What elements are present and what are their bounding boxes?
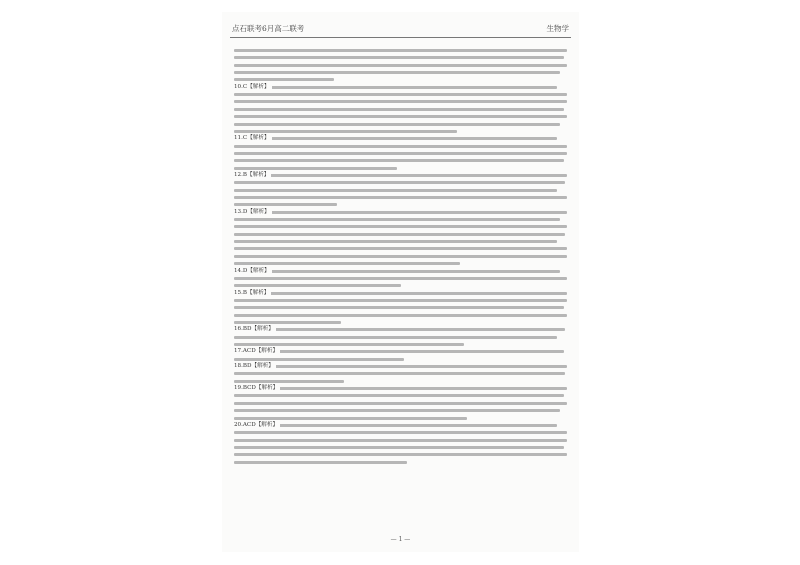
answer-label <box>234 172 271 179</box>
text-line <box>234 387 567 390</box>
text-line <box>234 64 567 67</box>
answer-number: 18.BD <box>234 363 252 370</box>
text-line <box>234 365 567 368</box>
answer-number: 13.D <box>234 208 248 215</box>
text-line <box>234 225 567 228</box>
analysis-tag: 【解析】 <box>247 83 270 90</box>
text-line <box>234 196 567 199</box>
answer-number: 19.BCD <box>234 385 256 392</box>
header-divider <box>230 37 571 38</box>
text-line <box>234 123 560 126</box>
text-line <box>234 145 567 148</box>
answer-number: 20.ACD <box>234 421 256 428</box>
answer-label <box>234 290 271 297</box>
text-line <box>234 218 560 221</box>
answer-label <box>234 422 280 429</box>
answer-number: 16.BD <box>234 326 252 333</box>
answer-label <box>234 135 272 142</box>
analysis-tag: 【解析】 <box>255 385 279 392</box>
analysis-tag: 【解析】 <box>247 135 270 142</box>
text-line <box>234 233 565 236</box>
page-number: — 1 — <box>390 536 411 543</box>
answer-label <box>234 326 276 333</box>
text-line <box>234 181 565 184</box>
text-line <box>234 306 564 309</box>
text-line <box>234 56 564 59</box>
text-line <box>234 321 341 324</box>
text-line <box>234 203 337 206</box>
text-line <box>234 49 567 52</box>
analysis-tag: 【解析】 <box>247 208 270 215</box>
answer-number: 14.D <box>234 267 248 274</box>
text-line <box>234 255 567 258</box>
analysis-tag: 【解析】 <box>255 348 279 355</box>
text-line <box>234 409 560 412</box>
analysis-tag: 【解析】 <box>247 289 270 296</box>
text-line <box>234 277 567 280</box>
text-line <box>234 402 567 405</box>
text-line <box>234 115 567 118</box>
text-line <box>234 189 557 192</box>
text-line <box>234 100 567 103</box>
text-line <box>234 130 457 133</box>
text-line <box>234 71 560 74</box>
text-line <box>234 93 567 96</box>
text-line <box>234 439 567 442</box>
text-line <box>234 108 564 111</box>
answer-number: 15.B <box>234 289 248 296</box>
analysis-tag: 【解析】 <box>247 171 270 178</box>
text-line <box>234 417 467 420</box>
analysis-tag: 【解析】 <box>255 421 279 428</box>
text-line <box>234 453 567 456</box>
answer-number: 10.C <box>234 83 248 90</box>
page-header <box>230 20 571 36</box>
answer-label <box>234 84 272 91</box>
text-line <box>234 394 564 397</box>
text-line <box>234 446 564 449</box>
analysis-tag: 【解析】 <box>251 363 274 370</box>
text-line <box>234 137 557 140</box>
answer-body <box>234 47 567 527</box>
text-line <box>234 299 567 302</box>
answer-label <box>234 348 280 355</box>
text-line <box>234 78 334 81</box>
analysis-tag: 【解析】 <box>251 326 274 333</box>
answer-label <box>234 385 280 392</box>
exam-title: 点石联考6月高二联考 <box>232 24 305 33</box>
text-line <box>234 167 397 170</box>
answer-number: 17.ACD <box>234 348 256 355</box>
text-line <box>234 152 567 155</box>
text-line <box>234 240 557 243</box>
subject-label: 生物学 <box>546 24 569 33</box>
text-line <box>234 350 564 353</box>
text-line <box>234 343 464 346</box>
answer-number: 12.B <box>234 171 248 178</box>
text-line <box>234 336 557 339</box>
text-line <box>234 372 565 375</box>
text-line <box>234 380 344 383</box>
text-line <box>234 431 567 434</box>
answer-label <box>234 363 276 370</box>
text-line <box>234 262 460 265</box>
text-line <box>234 461 407 464</box>
answer-number: 11.C <box>234 135 248 142</box>
text-line <box>234 247 567 250</box>
answer-label <box>234 268 272 275</box>
text-line <box>234 284 401 287</box>
answer-label <box>234 209 272 216</box>
analysis-tag: 【解析】 <box>247 267 270 274</box>
text-line <box>234 328 565 331</box>
text-line <box>234 159 564 162</box>
text-line <box>234 358 404 361</box>
text-line <box>234 314 567 317</box>
document-page <box>222 12 579 552</box>
